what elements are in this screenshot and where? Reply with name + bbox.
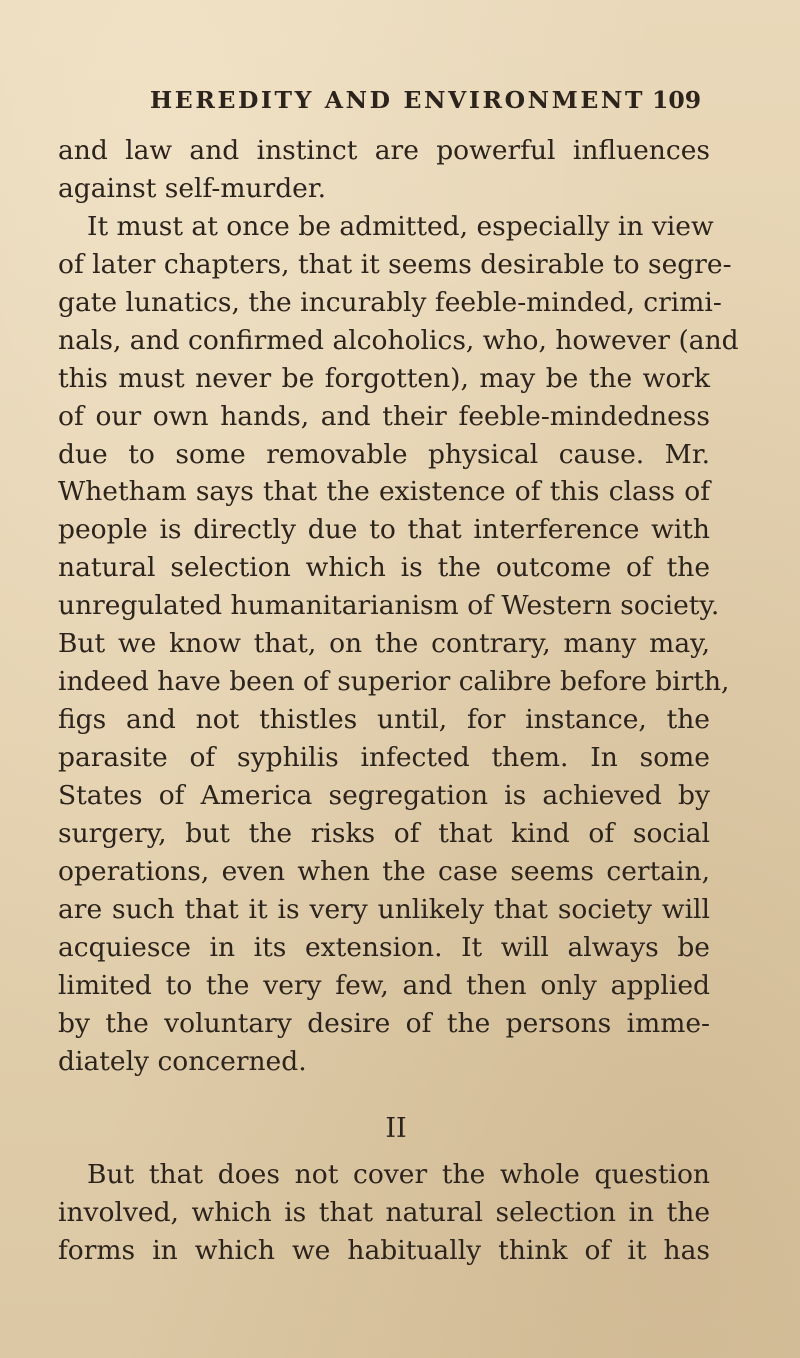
section-heading: II [385, 1113, 407, 1145]
text-line: involved, which is that natural selection in the [58, 1197, 710, 1229]
text-line: indeed have been of superior calibre before birth, [58, 666, 730, 698]
body-text [58, 132, 739, 1270]
text-line: But that does not cover the whole question [87, 1159, 710, 1191]
text-line: are such that it is very unlikely that society will [58, 893, 710, 925]
text-line: nals, and confirmed alcoholics, who, however (and [58, 324, 739, 356]
text-line: operations, even when the case seems certain, [58, 855, 710, 887]
text-line: of later chapters, that it seems desirable to segre- [58, 248, 732, 280]
text-line: It must at once be admitted, especially in view [87, 210, 714, 242]
text-line: forms in which we habitually think of it has [58, 1235, 710, 1267]
text-line: Whetham says that the existence of this class of [58, 476, 710, 508]
page-header [0, 86, 800, 126]
text-line: acquiesce in its extension. It will always be [58, 931, 710, 963]
text-line: parasite of syphilis infected them. In some [58, 742, 710, 773]
text-line: natural selection which is the outcome of the [58, 552, 710, 584]
text-line: and law and instinct are powerful influences [58, 135, 710, 166]
text-line: figs and not thistles until, for instance, the [58, 704, 710, 736]
text-line: this must never be forgotten), may be the work [58, 362, 710, 394]
page-number: 109 [652, 86, 702, 114]
text-block-section-two [58, 1156, 710, 1270]
text-line: of our own hands, and their feeble-mindedness [58, 400, 710, 432]
text-line: limited to the very few, and then only applied [58, 969, 710, 1001]
text-line: States of America segregation is achieved by [58, 779, 710, 811]
text-line: due to some removable physical cause. Mr. [58, 438, 710, 470]
running-title: HEREDITY AND ENVIRONMENT [150, 86, 646, 114]
text-line: by the voluntary desire of the persons imme- [58, 1007, 710, 1039]
text-line: unregulated humanitarianism of Western society. [58, 590, 720, 622]
text-line: against self-murder. [58, 172, 327, 204]
text-line: diately concerned. [58, 1045, 307, 1077]
text-line: surgery, but the risks of that kind of social [58, 817, 710, 849]
text-line: gate lunatics, the incurably feeble-minded, crimi- [58, 286, 722, 318]
text-line: people is directly due to that interference with [58, 514, 710, 546]
text-block-main [58, 132, 739, 1080]
text-line: But we know that, on the contrary, many may, [58, 628, 710, 660]
